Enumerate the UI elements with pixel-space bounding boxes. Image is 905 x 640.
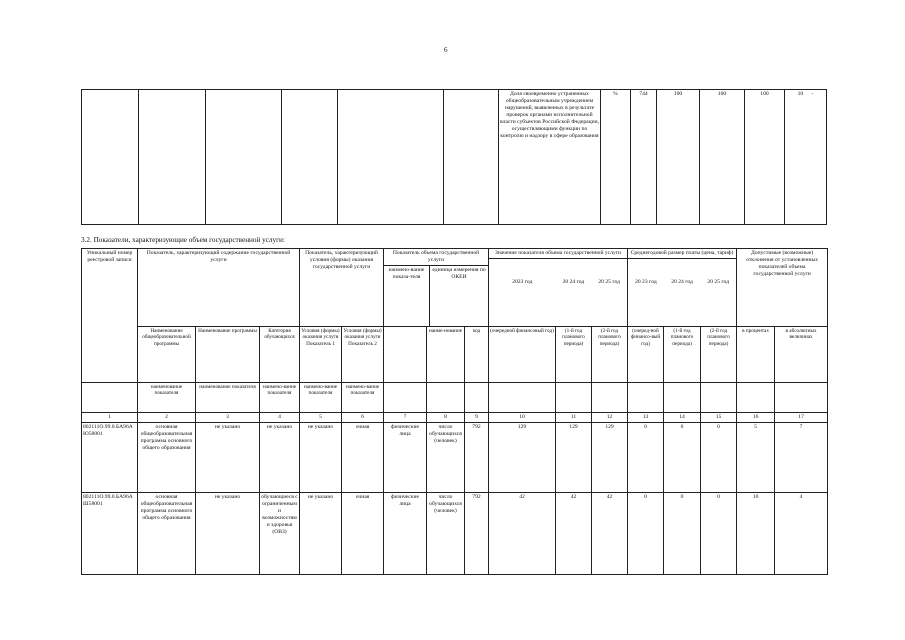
- row-value-2024: 129: [556, 422, 592, 492]
- subheader-dev-pct: в процентах: [737, 326, 775, 382]
- row-reg-number: 802111О.99.0.БА96АШ58001: [82, 492, 138, 574]
- quality-indicator-continuation-table: [81, 89, 827, 225]
- column-number: 12: [592, 412, 628, 422]
- row-unit: число обучающихся (человек): [427, 492, 465, 574]
- empty-cell: [338, 90, 444, 225]
- header-content-group: Показатель, характеризующий содержание государственной услуги: [138, 249, 300, 327]
- volume-indicators-table: [81, 248, 828, 575]
- subheader-dev-abs: в абсолютных величинах: [775, 326, 828, 382]
- subheader-empty: [489, 382, 556, 412]
- column-number: 10: [489, 412, 556, 422]
- header-year-2025b: 20 25 год: [707, 278, 730, 285]
- subheader-empty: [775, 382, 828, 412]
- column-number: 15: [701, 412, 737, 422]
- row-condition-2: очная: [342, 422, 384, 492]
- header-okei: единица измерения по ОКЕИ: [432, 266, 486, 280]
- row-value-2023: 129: [489, 422, 556, 492]
- empty-cell: [282, 90, 338, 225]
- subheader-condition-1: Условия (формы) оказания услуги Показатель 1: [300, 326, 342, 382]
- quality-indicator-2024: 100: [700, 90, 745, 225]
- subheader-condition-2: Условия (формы) оказания услуги Показатель 2: [342, 326, 384, 382]
- quality-indicator-2023: 100: [657, 90, 700, 225]
- column-number: 6: [342, 412, 384, 422]
- subheader-empty: [427, 382, 465, 412]
- subheader-okei-name: наиме-нование: [427, 326, 465, 382]
- row-condition-2: очная: [342, 492, 384, 574]
- subheader-programs: Наименование программы: [196, 326, 260, 382]
- row-condition-1: не указано: [300, 422, 342, 492]
- header-values-group-label: Значение показателя объема государственной услуги: [489, 249, 627, 259]
- quality-indicator-2025: 100: [745, 90, 785, 225]
- subheader-empty: [628, 382, 664, 412]
- row-price-2024: 0: [664, 492, 701, 574]
- header-reg-number: Уникальный номер реестровой записи: [82, 249, 138, 383]
- row-reg-number: 802111О.99.0.БА96АЮ58001: [82, 422, 138, 492]
- subheader-period-2: (2-й год планового периода): [592, 326, 628, 382]
- subheader-period-1b: (1-й год планового периода): [664, 326, 701, 382]
- quality-indicator-deviation: [785, 90, 827, 225]
- row-price-2024: 0: [664, 422, 701, 492]
- header-year-2024b: 20 24 год: [671, 278, 693, 285]
- row-value-2024: 42: [556, 492, 592, 574]
- subheader-indicator-name-2: наименование показателя: [196, 382, 260, 412]
- row-program-name: не указано: [196, 492, 260, 574]
- row-value-2023: 42: [489, 492, 556, 574]
- quality-indicator-code: 744: [631, 90, 657, 225]
- row-dev-abs: 4: [775, 492, 828, 574]
- subheader-period-current: (очередной финансовый год): [489, 326, 556, 382]
- row-indicator: физические лица: [384, 422, 427, 492]
- header-deviation-group: Допустимые (возможные) отклонения от установленных показателей объема государственной услуги: [737, 249, 828, 327]
- subheader-program-name: Наименование общеобразовательной программы: [138, 326, 196, 382]
- subheader-period-1: (1-й год планового периода): [556, 326, 592, 382]
- header-volume-name: наимено-вание показа-теля: [384, 266, 430, 326]
- row-indicator: физические лица: [384, 492, 427, 574]
- column-number: 3: [196, 412, 260, 422]
- header-row-3: [82, 382, 828, 412]
- subheader-period-2b: (2-й год планового периода): [701, 326, 737, 382]
- row-program: основная общеобразовательная программа основного общего образования: [138, 492, 196, 574]
- quality-indicator-row: [82, 90, 827, 225]
- row-price-2023: 0: [628, 422, 664, 492]
- row-unit: число обучающихся (человек): [427, 422, 465, 492]
- subheader-empty: [465, 382, 489, 412]
- row-dev-pct: 10: [737, 492, 775, 574]
- column-number: 7: [384, 412, 427, 422]
- header-volume-group-label: Показатель объема государственной услуги: [384, 249, 488, 266]
- subheader-empty: [592, 382, 628, 412]
- subheader-empty: [701, 382, 737, 412]
- column-number: 14: [664, 412, 701, 422]
- column-number: 11: [556, 412, 592, 422]
- row-code: 792: [465, 492, 489, 574]
- row-price-2023: 0: [628, 492, 664, 574]
- quality-indicator-unit: %: [601, 90, 631, 225]
- header-row-1: [82, 249, 828, 327]
- empty-cell: [444, 90, 499, 225]
- subheader-empty: [664, 382, 701, 412]
- column-number: 1: [82, 412, 138, 422]
- column-number: 4: [260, 412, 300, 422]
- header-values-group: [489, 249, 628, 327]
- header-price-group: [628, 249, 737, 327]
- column-number: 5: [300, 412, 342, 422]
- subheader-period-current-b: (очеред-ной финансо-вый год): [628, 326, 664, 382]
- table-row: [82, 492, 828, 574]
- row-price-2025: 0: [701, 422, 737, 492]
- header-volume-group: [384, 249, 489, 327]
- subheader-empty: [556, 382, 592, 412]
- subheader-empty: [82, 382, 138, 412]
- header-year-2025: 20 25 год: [598, 278, 620, 285]
- row-dev-pct: 5: [737, 422, 775, 492]
- row-dev-abs: 7: [775, 422, 828, 492]
- header-year-2023b: 20 23 год: [635, 278, 657, 285]
- column-number-row: [82, 412, 828, 422]
- quality-indicator-description: Доля своевременно устраненных общеобразовательным учреждением нарушений, выявленных в результате проверок органами исполнительной власти субъектов Российской Федерации, осуществляющими функции по контролю и надзору в сфере образования: [499, 90, 601, 225]
- column-number: 2: [138, 412, 196, 422]
- column-number: 8: [427, 412, 465, 422]
- column-number: 9: [465, 412, 489, 422]
- empty-cell: [139, 90, 206, 225]
- header-conditions-group: Показатель, характеризующий условия (формы) оказания государственной услуги: [300, 249, 384, 327]
- subheader-empty: [384, 326, 427, 382]
- subheader-indicator-name-1: наименование показателя: [138, 382, 196, 412]
- row-value-2025: 129: [592, 422, 628, 492]
- header-row-2: [82, 326, 828, 382]
- column-number: 17: [775, 412, 828, 422]
- subheader-indicator-name-5: наимено-вание показателя: [342, 382, 384, 412]
- row-category: обучающиеся с ограниченными возможностями здоровья (ОВЗ): [260, 492, 300, 574]
- empty-cell: [82, 90, 139, 225]
- subheader-category: Категория обучающихся: [260, 326, 300, 382]
- subheader-indicator-name-4: наимено-вание показателя: [300, 382, 342, 412]
- row-price-2025: 0: [701, 492, 737, 574]
- subheader-okei-code: код: [465, 326, 489, 382]
- column-number: 16: [737, 412, 775, 422]
- header-year-2023: 2023 год: [512, 278, 533, 285]
- subheader-empty: [384, 382, 427, 412]
- subheader-indicator-name-3: наимено-вание показателя: [260, 382, 300, 412]
- row-program-name: не указано: [196, 422, 260, 492]
- quality-dev-abs: -: [811, 91, 814, 97]
- row-value-2025: 42: [592, 492, 628, 574]
- row-program: основная общеобразовательная программа основного общего образования: [138, 422, 196, 492]
- header-price-group-label: Среднегодовой размер платы (цена, тариф): [628, 249, 736, 259]
- empty-cell: [206, 90, 282, 225]
- row-code: 792: [465, 422, 489, 492]
- header-year-2024: 20 24 год: [562, 278, 585, 285]
- column-number: 13: [628, 412, 664, 422]
- page-number: 6: [444, 46, 448, 54]
- quality-dev-pct: 10: [797, 91, 804, 97]
- section-title: 3.2. Показатели, характеризующие объем государственной услуги:: [81, 236, 285, 244]
- subheader-empty: [737, 382, 775, 412]
- row-category: не указано: [260, 422, 300, 492]
- table-row: [82, 422, 828, 492]
- row-condition-1: не указано: [300, 492, 342, 574]
